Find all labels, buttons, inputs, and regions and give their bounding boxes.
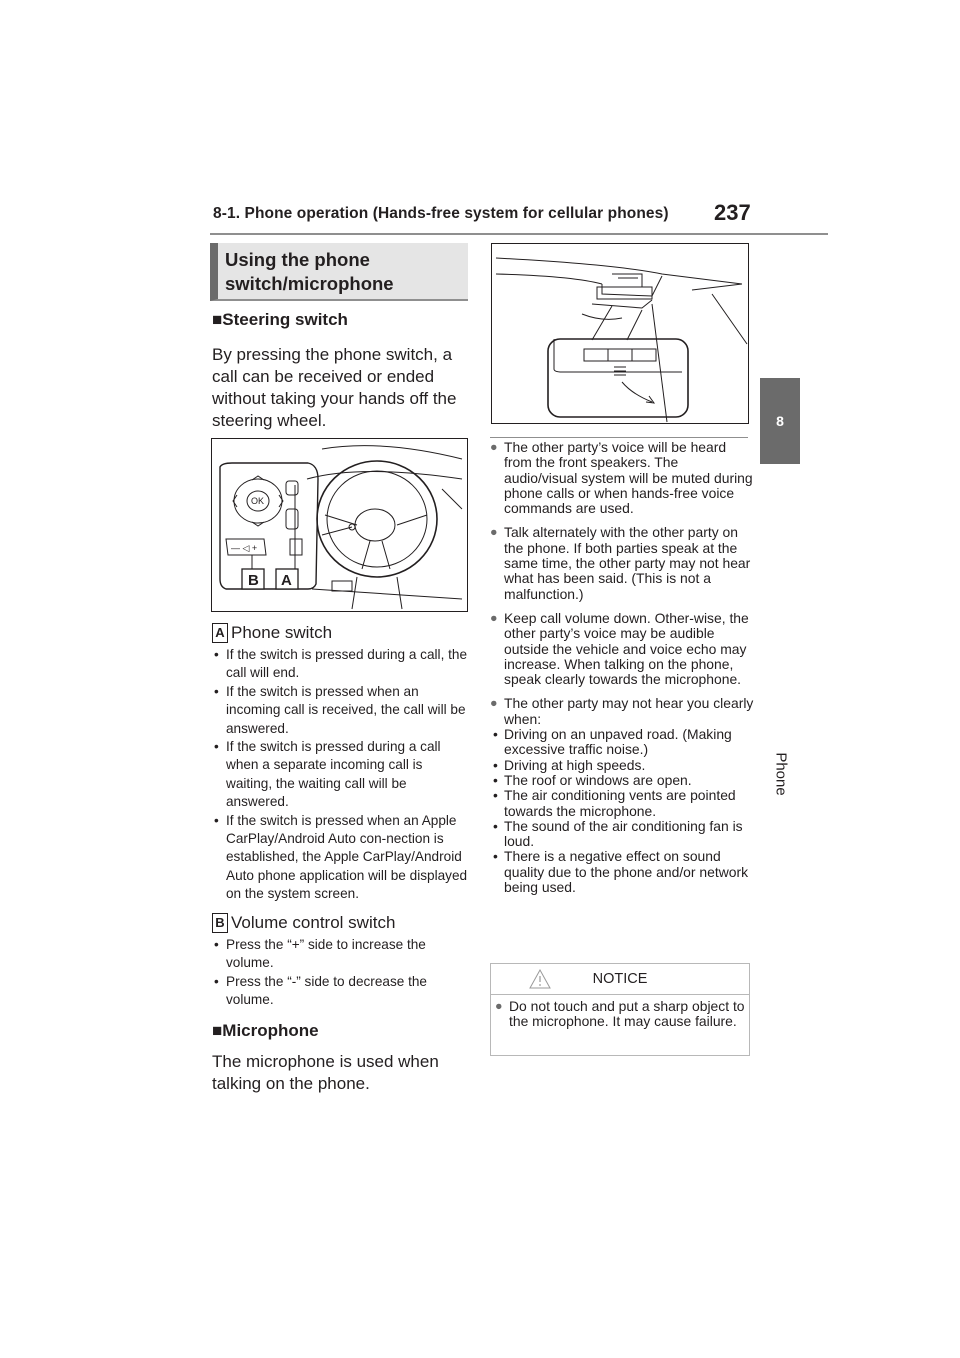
switch-descriptions	[212, 623, 470, 1095]
left-column	[212, 306, 470, 432]
notes-divider	[490, 437, 748, 438]
section-title: Using the phone switch/microphone	[210, 243, 468, 301]
steering-illustration	[212, 439, 467, 611]
notice-body	[491, 995, 749, 1030]
page-number: 237	[714, 200, 751, 225]
steering-switch-figure	[211, 438, 468, 612]
microphone-text: The microphone is used when talking on the phone.	[212, 1052, 439, 1094]
list-item: • Press the “-” side to decrease the volume.	[212, 973, 470, 1010]
square-bullet-icon: ■	[212, 1021, 223, 1041]
list-item: • The air conditioning vents are pointed towards the microphone.	[490, 788, 755, 819]
figure-label-b: B	[248, 572, 259, 589]
volume-switch-bullets	[212, 936, 470, 1010]
note-item: ● Keep call volume down. Other-wise, the other party’s voice may be audible outside the vehicle and voice echo may increase. When talking on the phone, speak clearly towards the microphone.	[490, 611, 755, 687]
chapter-tab: 8	[760, 378, 800, 464]
list-item: • If the switch is pressed when an Apple CarPlay/Android Auto con-nection is established, the Apple CarPlay/Android Auto phone application will be displayed on the system screen.	[212, 812, 470, 904]
notice-header	[491, 964, 749, 995]
list-item: • If the switch is pressed during a call, the call will end.	[212, 646, 470, 683]
list-item: • Driving at high speeds.	[490, 758, 755, 773]
steering-intro: By pressing the phone switch, a call can be received or ended without taking your hands off the steering wheel.	[212, 345, 457, 430]
header-divider	[210, 233, 828, 235]
note-item: ● Talk alternately with the other party on the phone. If both parties speak at the same time, the other party may not hear what has been said. (This is not a malfunction.)	[490, 525, 755, 601]
figure-label-a: A	[281, 572, 292, 589]
notice-title: NOTICE	[592, 971, 648, 987]
phone-switch-bullets	[212, 646, 470, 904]
list-item: • The roof or windows are open.	[490, 773, 755, 788]
volume-switch-label: B Volume control switch	[212, 913, 470, 933]
header-title: 8-1. Phone operation (Hands-free system for cellular phones)	[213, 205, 669, 222]
chapter-label-text: Phone	[772, 752, 789, 796]
warning-triangle-icon	[529, 969, 551, 993]
chapter-label	[772, 744, 789, 804]
notice-box	[490, 963, 750, 1056]
svg-text:OK: OK	[251, 496, 265, 506]
phone-switch-label: A Phone switch	[212, 623, 470, 643]
notice-text: ● Do not touch and put a sharp object to the microphone. It may cause failure.	[495, 999, 745, 1030]
list-item: • Press the “+” side to increase the volume.	[212, 936, 470, 973]
microphone-illustration	[492, 244, 748, 423]
marker-b: B	[212, 913, 228, 933]
list-item: • If the switch is pressed when an incoming call is received, the call will be answered.	[212, 683, 470, 738]
note-item: ● The other party’s voice will be heard from the front speakers. The audio/visual system will be muted during phone calls or when hands-free voice commands are used.	[490, 440, 755, 516]
square-bullet-icon: ■	[212, 310, 223, 329]
steering-heading: ■Steering switch	[212, 310, 348, 329]
list-item: • If the switch is pressed during a call when a separate incoming call is waiting, the waiting call will be answered.	[212, 738, 470, 812]
list-item: • Driving on an unpaved road. (Making excessive traffic noise.)	[490, 727, 755, 758]
note-hear-intro: ● The other party may not hear you clearly when:	[504, 695, 754, 727]
list-item: • There is a negative effect on sound quality due to the phone and/or network being used.	[490, 849, 755, 895]
microphone-heading: ■Microphone	[212, 1021, 319, 1041]
notes-column	[490, 440, 755, 904]
note-item-hear	[490, 696, 755, 895]
marker-a: A	[212, 623, 228, 643]
note-hear-list	[504, 727, 755, 895]
svg-text:— ◁ +: — ◁ +	[231, 543, 258, 553]
list-item: • The sound of the air conditioning fan is loud.	[490, 819, 755, 850]
microphone-figure	[491, 243, 749, 424]
